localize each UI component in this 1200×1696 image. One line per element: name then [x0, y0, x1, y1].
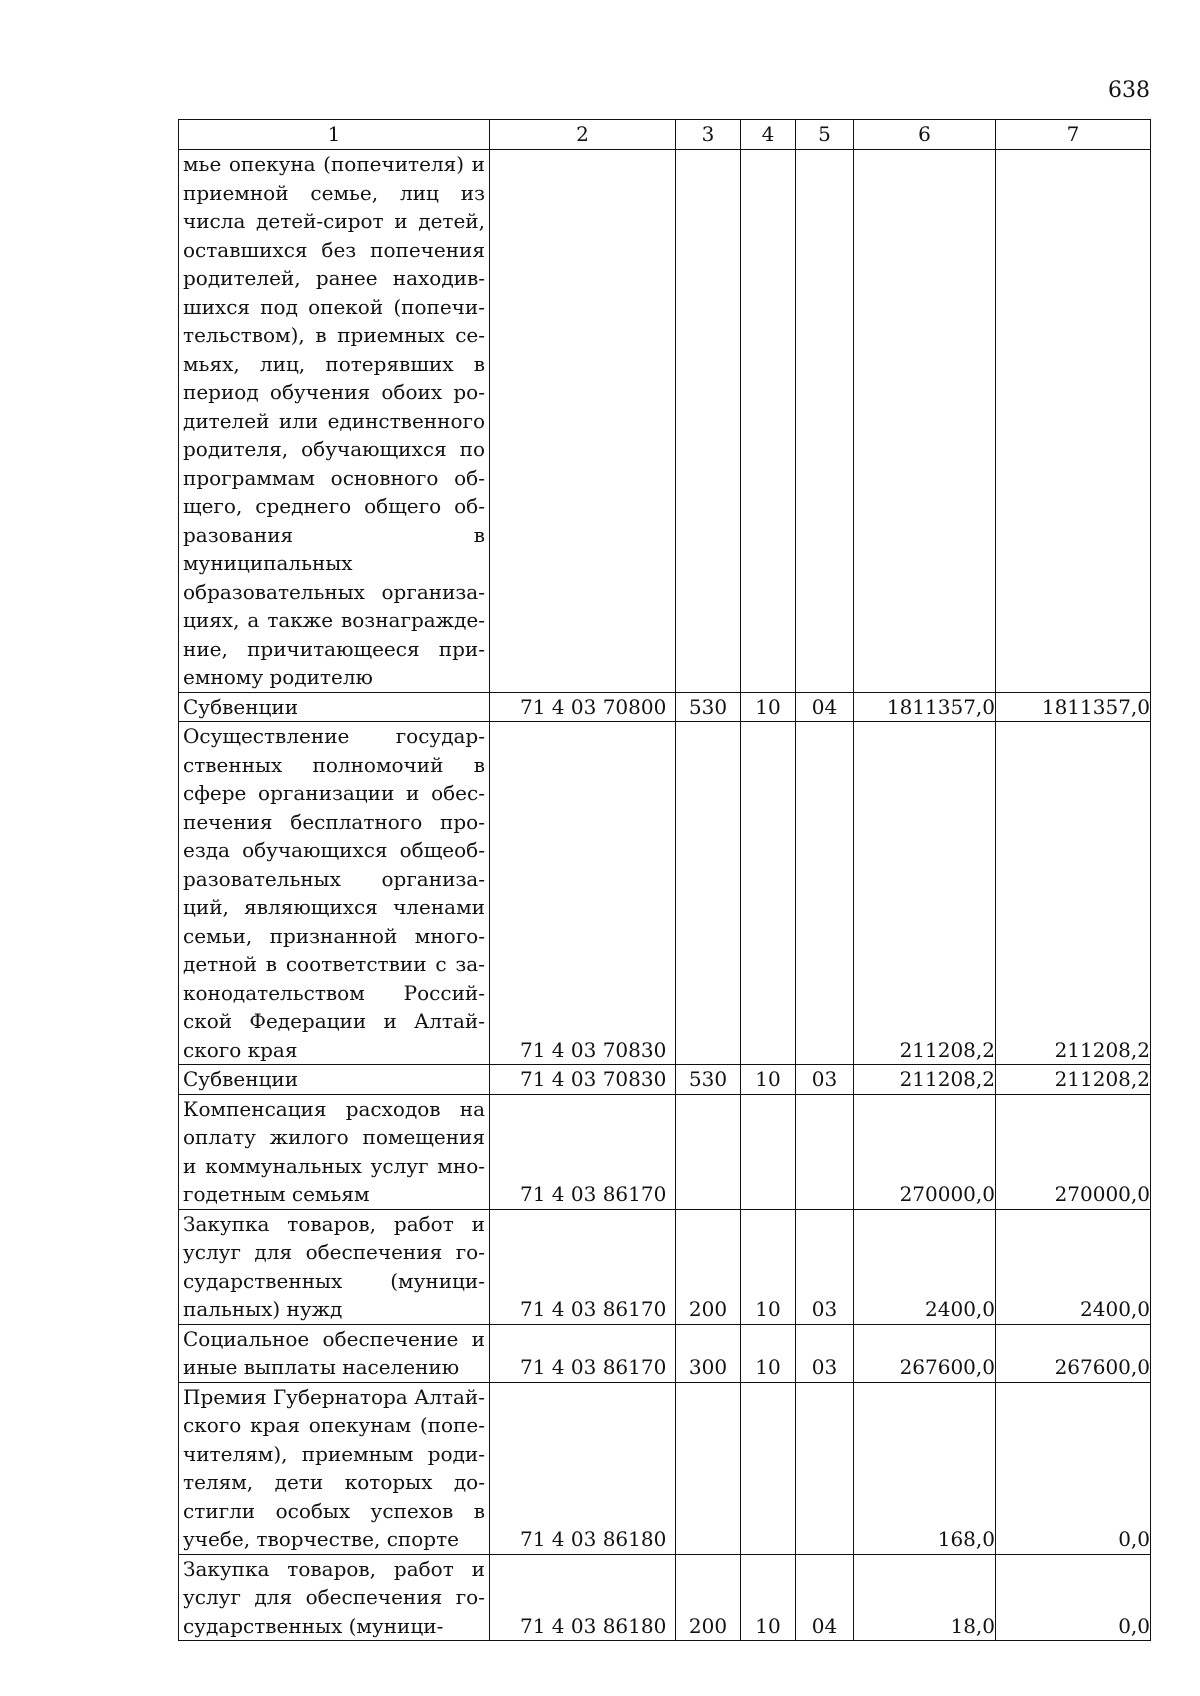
table-row [179, 1209, 1151, 1324]
description-cell: Премия Губернатора Алтайского края опекунам (попечителям), приемным родителям, дети которых достигли особых успехов в учебе, творчестве, спорте [179, 1382, 490, 1554]
subsection-cell: 04 [796, 692, 854, 722]
section-cell: 10 [741, 692, 796, 722]
code-cell: 71 4 03 70830 [490, 722, 676, 1065]
amount-cell: 0,0 [996, 1554, 1151, 1641]
section-cell: 10 [741, 1324, 796, 1382]
subsection-cell [796, 722, 854, 1065]
expense-type-cell: 300 [676, 1324, 741, 1382]
amount-cell: 211208,2 [854, 1065, 996, 1095]
expense-type-cell [676, 1094, 741, 1209]
code-cell: 71 4 03 86180 [490, 1382, 676, 1554]
amount-cell: 211208,2 [854, 722, 996, 1065]
header-cell: 5 [796, 120, 854, 150]
table-row [179, 1382, 1151, 1554]
header-cell: 2 [490, 120, 676, 150]
description-cell: мье опекуна (попечителя) и приемной семье, лиц из числа детей-сирот и детей, оставшихся без попечения родителей, ранее находившихся под опекой (попечительством), в приемных семьях, лиц, потерявших в период обучения обоих родителей или единственного родителя, обучающихся по программам основного общего, среднего общего образования в муниципальных образовательных организациях, а также вознаграждение, причитающееся приемному родителю [179, 150, 490, 693]
description-cell: Социальное обеспечение и иные выплаты населению [179, 1324, 490, 1382]
header-cell: 4 [741, 120, 796, 150]
section-cell: 10 [741, 1209, 796, 1324]
amount-cell: 18,0 [854, 1554, 996, 1641]
amount-cell: 2400,0 [996, 1209, 1151, 1324]
table-row [179, 692, 1151, 722]
amount-cell: 270000,0 [996, 1094, 1151, 1209]
description-cell: Компенсация расходов на оплату жилого помещения и коммунальных услуг многодетным семьям [179, 1094, 490, 1209]
subsection-cell [796, 1094, 854, 1209]
amount-cell: 168,0 [854, 1382, 996, 1554]
section-cell [741, 1094, 796, 1209]
subsection-cell: 03 [796, 1324, 854, 1382]
amount-cell: 211208,2 [996, 1065, 1151, 1095]
amount-cell: 267600,0 [996, 1324, 1151, 1382]
section-cell [741, 1382, 796, 1554]
amount-cell [996, 150, 1151, 693]
subsection-cell: 03 [796, 1065, 854, 1095]
expense-type-cell [676, 150, 741, 693]
section-cell: 10 [741, 1065, 796, 1095]
expense-type-cell [676, 1382, 741, 1554]
section-cell [741, 150, 796, 693]
description-cell: Субвенции [179, 692, 490, 722]
code-cell: 71 4 03 70800 [490, 692, 676, 722]
section-cell: 10 [741, 1554, 796, 1641]
amount-cell: 211208,2 [996, 722, 1151, 1065]
expense-type-cell: 530 [676, 692, 741, 722]
header-cell: 6 [854, 120, 996, 150]
expense-type-cell: 530 [676, 1065, 741, 1095]
amount-cell: 0,0 [996, 1382, 1151, 1554]
table-row [179, 1554, 1151, 1641]
code-cell: 71 4 03 86170 [490, 1094, 676, 1209]
amount-cell [854, 150, 996, 693]
description-cell: Осуществление государственных полномочий в сфере организации и обеспечения бесплатного проезда обучающихся общеобразовательных организаций, являющихся членами семьи, признанной многодетной в соответствии с законодательством Российской Федерации и Алтайского края [179, 722, 490, 1065]
amount-cell: 267600,0 [854, 1324, 996, 1382]
description-cell: Закупка товаров, работ и услуг для обеспечения государственных (муниципальных) нужд [179, 1209, 490, 1324]
description-cell: Субвенции [179, 1065, 490, 1095]
code-cell: 71 4 03 86180 [490, 1554, 676, 1641]
code-cell: 71 4 03 86170 [490, 1209, 676, 1324]
subsection-cell: 03 [796, 1209, 854, 1324]
table-row [179, 722, 1151, 1065]
table-row [179, 150, 1151, 693]
header-cell: 3 [676, 120, 741, 150]
amount-cell: 2400,0 [854, 1209, 996, 1324]
amount-cell: 270000,0 [854, 1094, 996, 1209]
subsection-cell: 04 [796, 1554, 854, 1641]
table-row [179, 1094, 1151, 1209]
header-cell: 1 [179, 120, 490, 150]
description-cell: Закупка товаров, работ и услуг для обеспечения государственных (муници- [179, 1554, 490, 1641]
table-row [179, 1324, 1151, 1382]
subsection-cell [796, 150, 854, 693]
code-cell [490, 150, 676, 693]
code-cell: 71 4 03 86170 [490, 1324, 676, 1382]
table-header-row [179, 120, 1151, 150]
expense-type-cell: 200 [676, 1209, 741, 1324]
table-row [179, 1065, 1151, 1095]
amount-cell: 1811357,0 [996, 692, 1151, 722]
section-cell [741, 722, 796, 1065]
expense-type-cell [676, 722, 741, 1065]
page-number: 638 [1108, 78, 1150, 103]
budget-table [178, 119, 1151, 1641]
amount-cell: 1811357,0 [854, 692, 996, 722]
expense-type-cell: 200 [676, 1554, 741, 1641]
code-cell: 71 4 03 70830 [490, 1065, 676, 1095]
header-cell: 7 [996, 120, 1151, 150]
subsection-cell [796, 1382, 854, 1554]
